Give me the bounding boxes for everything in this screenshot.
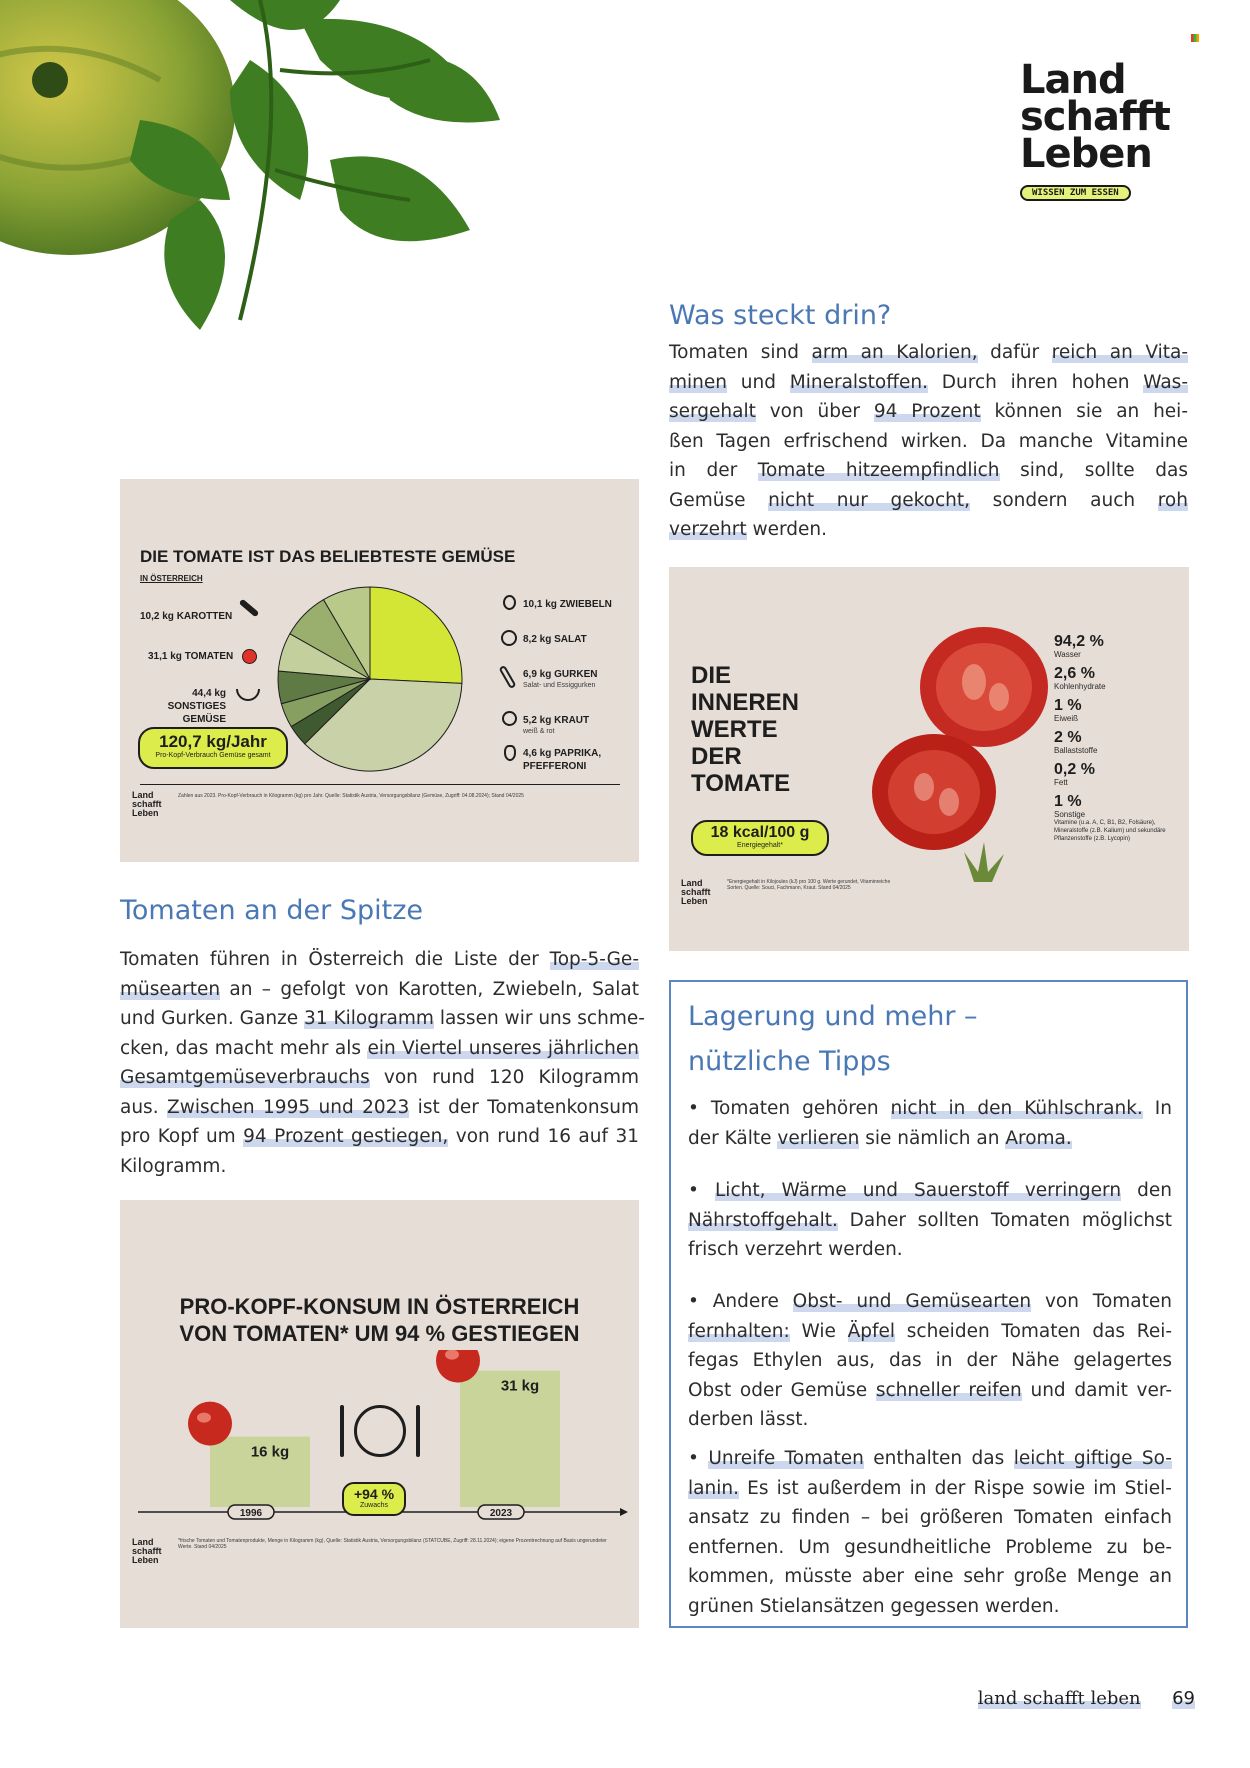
text-line: sergehalt von über 94 Prozent können sie an hei- — [669, 401, 1189, 422]
nutrients-title-2: INNEREN — [691, 689, 800, 716]
nutrient-item — [1054, 633, 1184, 659]
text-line: verzehrt werden. — [669, 519, 828, 540]
nutrient-subtext: Vitamine (u.a. A, C, B1, B2, Folsäure), Mineralstoffe (z.B. Kalium) und sekundäre Pflanzenstoffe (z.B. Lycopin) — [1054, 820, 1166, 842]
brand-mini-2: schafft — [681, 887, 711, 897]
tips-heading-2: nützliche Tipps — [688, 1046, 891, 1077]
section-heading-was-steckt-drin: Was steckt drin? — [669, 300, 892, 331]
tips-heading — [688, 994, 978, 1084]
highlight: arm an Kalorien, — [811, 342, 978, 363]
label-paprika: 4,6 kg PAPRIKA, PFEFFERONI — [523, 748, 602, 772]
highlight: Zwischen 1995 und 2023 — [167, 1096, 410, 1118]
brand-mini-3: Leben — [681, 896, 708, 906]
nutrients-list — [1054, 633, 1184, 849]
tomato-icon — [242, 649, 257, 664]
highlight: Obst- und Gemüsearten — [792, 1291, 1032, 1312]
pie-baseline — [140, 784, 620, 785]
bar-value-label: 16 kg — [250, 1443, 290, 1461]
tip-item — [688, 1444, 1172, 1621]
tomato-halves-photo — [854, 612, 1054, 912]
nutrients-title — [691, 662, 799, 797]
tomato-highlight — [445, 1350, 459, 1360]
total-pill — [138, 727, 288, 769]
label-karotten: 10,2 kg KAROTTEN — [140, 611, 233, 622]
tomato-leaves-illustration — [0, 0, 520, 330]
highlight: Tomate hitzeempfindlich — [757, 460, 1000, 481]
highlight: nicht in den Kühlschrank. — [890, 1098, 1143, 1119]
label-gurken-sub: Salat- und Essiggurken — [523, 682, 596, 689]
highlight: Top-5-Ge- — [549, 949, 639, 970]
bar-chart-title-2: VON TOMATEN* UM 94 % GESTIEGEN — [179, 1321, 580, 1346]
brand-mini-1: Land — [132, 1537, 154, 1547]
logo-line-2: schafft — [1020, 94, 1170, 140]
text-line: entfernen. Um gesundheitliche Probleme zu be- — [688, 1536, 1172, 1558]
highlight: Unreife Tomaten — [708, 1448, 864, 1469]
label-salat: 8,2 kg SALAT — [523, 634, 587, 645]
text-line: ansatz zu finden – bei größeren Tomaten einfach — [688, 1507, 1172, 1528]
energy-subtext: Energiegehalt* — [737, 842, 783, 849]
energy-pill — [691, 820, 829, 856]
text-line: pro Kopf um 94 Prozent gestiegen, von rund 16 auf 31 — [120, 1126, 639, 1147]
growth-value: +94 % — [353, 1486, 395, 1502]
pepper-icon — [504, 745, 516, 761]
brand-mini-3: Leben — [132, 1555, 159, 1565]
lettuce-icon — [501, 630, 517, 646]
pie-chart-panel — [120, 479, 639, 862]
highlight: 31 Kilogramm — [304, 1008, 434, 1029]
text-line: lanin. Es ist außerdem in der Rispe sowie im Stiel- — [688, 1477, 1172, 1499]
highlight: Mineralstoffen. — [789, 371, 928, 393]
highlight: verlieren — [777, 1127, 860, 1149]
pie-chart-subtitle: IN ÖSTERREICH — [140, 574, 203, 583]
highlight: Was- — [1143, 371, 1188, 393]
text-line: • Unreife Tomaten enthalten das leicht giftige So- — [688, 1448, 1172, 1469]
logo-line-1: Land — [1020, 57, 1126, 103]
nutrient-percent: 2,6 % — [1054, 665, 1095, 682]
text-line: kommen, müsste aber eine sehr große Menge an — [688, 1566, 1172, 1587]
logo-tagline: WISSEN ZUM ESSEN — [1020, 185, 1131, 201]
tip-item — [688, 1094, 1172, 1153]
text-line: minen und Mineralstoffen. Durch ihren hohen Was- — [669, 371, 1188, 393]
nutrient-name: Fett — [1054, 778, 1068, 787]
text-line: aus. Zwischen 1995 und 2023 ist der Tomatenkonsum — [120, 1096, 639, 1118]
highlight: 94 Prozent — [873, 401, 981, 422]
nutrients-title-4: DER — [691, 743, 742, 770]
highlight: ein Viertel unseres jährlichen — [367, 1037, 639, 1059]
highlight: roh — [1157, 489, 1188, 511]
text-line: • Andere Obst- und Gemüsearten von Tomaten — [688, 1291, 1172, 1312]
fork-icon — [340, 1405, 344, 1457]
logo-line-3: Leben — [1020, 131, 1152, 177]
pie-slice-tomaten — [370, 587, 462, 683]
nutrients-panel — [669, 567, 1189, 951]
brand-logo — [1020, 57, 1200, 201]
bar-chart-title-1: PRO-KOPF-KONSUM IN ÖSTERREICH — [179, 1294, 580, 1319]
pie-chart-brand — [132, 791, 162, 818]
tip-item — [688, 1176, 1172, 1265]
nutrients-title-3: WERTE — [691, 716, 778, 743]
nutrient-percent: 1 % — [1054, 793, 1082, 810]
nutrient-name: Kohlenhydrate — [1054, 682, 1106, 691]
text-line: Gemüse nicht nur gekocht, sondern auch roh — [669, 489, 1188, 511]
nutrient-item — [1054, 697, 1184, 723]
text-line: fegas Ethylen aus, das in der Nähe gelagertes — [688, 1350, 1172, 1371]
highlight: lanin. — [688, 1477, 739, 1499]
section-text-tomaten-an-der-spitze — [120, 945, 645, 1181]
text-line: Tomaten führen in Österreich die Liste der Top-5-Ge- — [120, 949, 639, 970]
plate-icon — [354, 1405, 406, 1457]
text-line: frisch verzehrt werden. — [688, 1239, 903, 1260]
pie-chart-source: Zahlen aus 2023. Pro-Kopf-Verbrauch in Kilogramm (kg) pro Jahr. Quelle: Statistik Austria, Versorgungsbilanz (Gemüse, Zugriff: 04.08.2024); Stand 04/2025 — [178, 793, 524, 799]
brand-mini-1: Land — [681, 878, 703, 888]
page-footer — [978, 1688, 1195, 1709]
text-line: ßen Tagen erfrischend wirken. Da manche Vitamine — [669, 430, 1188, 452]
nutrient-name: Ballaststoffe — [1054, 746, 1098, 755]
total-value: 120,7 kg/Jahr — [159, 732, 267, 751]
tips-box — [669, 980, 1188, 1628]
text-line: derben lässt. — [688, 1409, 809, 1430]
pie-chart-title: DIE TOMATE IST DAS BELIEBTESTE GEMÜSE — [140, 547, 516, 566]
text-line: Tomaten sind arm an Kalorien, dafür reich an Vita- — [669, 342, 1189, 363]
highlight: sergehalt — [669, 401, 756, 422]
text-line: Obst oder Gemüse schneller reifen und damit ver- — [688, 1379, 1172, 1401]
brand-mini-1: Land — [132, 790, 154, 800]
text-line: Gesamtgemüseverbrauchs von rund 120 Kilogramm — [120, 1067, 639, 1088]
section-heading-tomaten-an-der-spitze: Tomaten an der Spitze — [120, 895, 423, 926]
bar-chart-brand — [132, 1538, 162, 1565]
energy-value: 18 kcal/100 g — [710, 824, 810, 841]
section-text-was-steckt-drin — [669, 338, 1188, 545]
bowl-icon — [236, 689, 260, 701]
nutrient-name: Eiweiß — [1054, 714, 1079, 723]
text-line: in der Tomate hitzeempfindlich sind, sollte das — [669, 460, 1188, 481]
highlight: Äpfel — [847, 1320, 896, 1342]
highlight: 94 Prozent gestiegen, — [243, 1126, 449, 1147]
text-line: • Tomaten gehören nicht in den Kühlschrank. In — [688, 1098, 1172, 1119]
highlight: fernhalten: — [688, 1320, 790, 1342]
nutrient-percent: 2 % — [1054, 729, 1082, 746]
text-line: • Licht, Wärme und Sauerstoff verringern den — [688, 1180, 1173, 1201]
nutrient-percent: 1 % — [1054, 697, 1082, 714]
bar-value-label: 31 kg — [500, 1377, 540, 1395]
text-line: der Kälte verlieren sie nämlich an Aroma. — [688, 1127, 1072, 1149]
carrot-icon — [239, 599, 260, 618]
growth-pill — [342, 1482, 406, 1516]
nutrients-title-5: TOMATE — [691, 770, 791, 797]
nutrient-name: Sonstige — [1054, 810, 1086, 819]
text-line: Nährstoffgehalt. Daher sollten Tomaten möglichst — [688, 1209, 1172, 1231]
growth-subtext: Zuwachs — [359, 1502, 388, 1509]
brand-mini-2: schafft — [132, 799, 162, 809]
year-label: 2023 — [489, 1508, 513, 1519]
text-line: cken, das macht mehr als ein Viertel unseres jährlichen — [120, 1037, 639, 1059]
bar-chart-title — [120, 1293, 639, 1347]
text-line: fernhalten: Wie Äpfel scheiden Tomaten das Rei- — [688, 1320, 1173, 1342]
nutrients-footnote: *Energiegehalt in Kilojoules (kJ) pro 100 g. Werte gerundet, Vitaminreiche Sorten. Quelle: Souci, Fachmann, Kraut. Stand 04/2025 — [727, 879, 891, 891]
nutrient-item — [1054, 665, 1184, 691]
tip-item — [688, 1287, 1172, 1435]
text-line: und Gurken. Ganze 31 Kilogramm lassen wir uns schme- — [120, 1008, 645, 1029]
highlight: Gesamtgemüseverbrauchs — [120, 1067, 370, 1088]
label-kraut-sub: weiß & rot — [523, 728, 555, 735]
cabbage-icon — [502, 711, 517, 726]
knife-icon — [416, 1405, 420, 1457]
tomato-photo — [188, 1402, 232, 1446]
total-subtext: Pro-Kopf-Verbrauch Gemüse gesamt — [155, 752, 271, 759]
label-zwiebeln: 10,1 kg ZWIEBELN — [523, 599, 612, 610]
label-kraut: 5,2 kg KRAUT — [523, 715, 590, 726]
brand-mini-3: Leben — [132, 808, 159, 818]
text-line: Kilogramm. — [120, 1155, 227, 1177]
brand-mini-2: schafft — [132, 1546, 162, 1556]
highlight: minen — [669, 371, 727, 393]
text-line: grünen Stielansätzen gegessen werden. — [688, 1595, 1060, 1617]
nutrients-title-1: DIE — [691, 662, 732, 689]
nutrient-item — [1054, 793, 1184, 843]
timeline-arrow — [620, 1508, 628, 1516]
highlight: Aroma. — [1005, 1127, 1072, 1149]
pie-chart — [270, 579, 470, 779]
bar-chart-panel — [120, 1200, 639, 1628]
nutrient-percent: 0,2 % — [1054, 761, 1095, 778]
nutrient-item — [1054, 761, 1184, 787]
year-label: 1996 — [239, 1508, 263, 1519]
page-number: 69 — [1172, 1688, 1195, 1709]
highlight: Nährstoffgehalt. — [688, 1209, 838, 1231]
highlight: Licht, Wärme und Sauerstoff verringern — [715, 1180, 1122, 1201]
text-line: müsearten an – gefolgt von Karotten, Zwiebeln, Salat — [120, 978, 639, 1000]
highlight: nicht nur gekocht, — [768, 489, 971, 511]
highlight: müsearten — [120, 978, 221, 1000]
cucumber-icon — [498, 665, 516, 689]
nutrient-percent: 94,2 % — [1054, 633, 1104, 650]
bar-chart-source: *frische Tomaten und Tomatenprodukte, Menge in Kilogramm (kg), Quelle: Statistik Austria, Versorgungsbilanz (STATCUBE, Zugriff: 28.11.2024); eigene Prozentrechnung auf Basis ungerundeter Werte. Stand 04/2025 — [178, 1538, 607, 1550]
tips-heading-1: Lagerung und mehr – — [688, 1001, 978, 1032]
onion-icon — [503, 595, 516, 610]
tomato-highlight — [197, 1413, 211, 1423]
flag-mark — [1191, 34, 1199, 42]
footer-brand: land schafft leben — [977, 1688, 1141, 1709]
nutrient-item — [1054, 729, 1184, 755]
nutrient-name: Wasser — [1054, 650, 1081, 659]
label-sonstiges: 44,4 kg SONSTIGES GEMÜSE — [167, 688, 226, 725]
label-tomaten: 31,1 kg TOMATEN — [148, 651, 234, 662]
highlight: schneller reifen — [875, 1379, 1022, 1401]
label-gurken: 6,9 kg GURKEN — [523, 669, 598, 680]
nutrients-brand — [681, 879, 711, 906]
highlight: leicht giftige So- — [1013, 1448, 1172, 1469]
highlight: reich an Vita- — [1051, 342, 1189, 363]
highlight: verzehrt — [669, 519, 747, 540]
